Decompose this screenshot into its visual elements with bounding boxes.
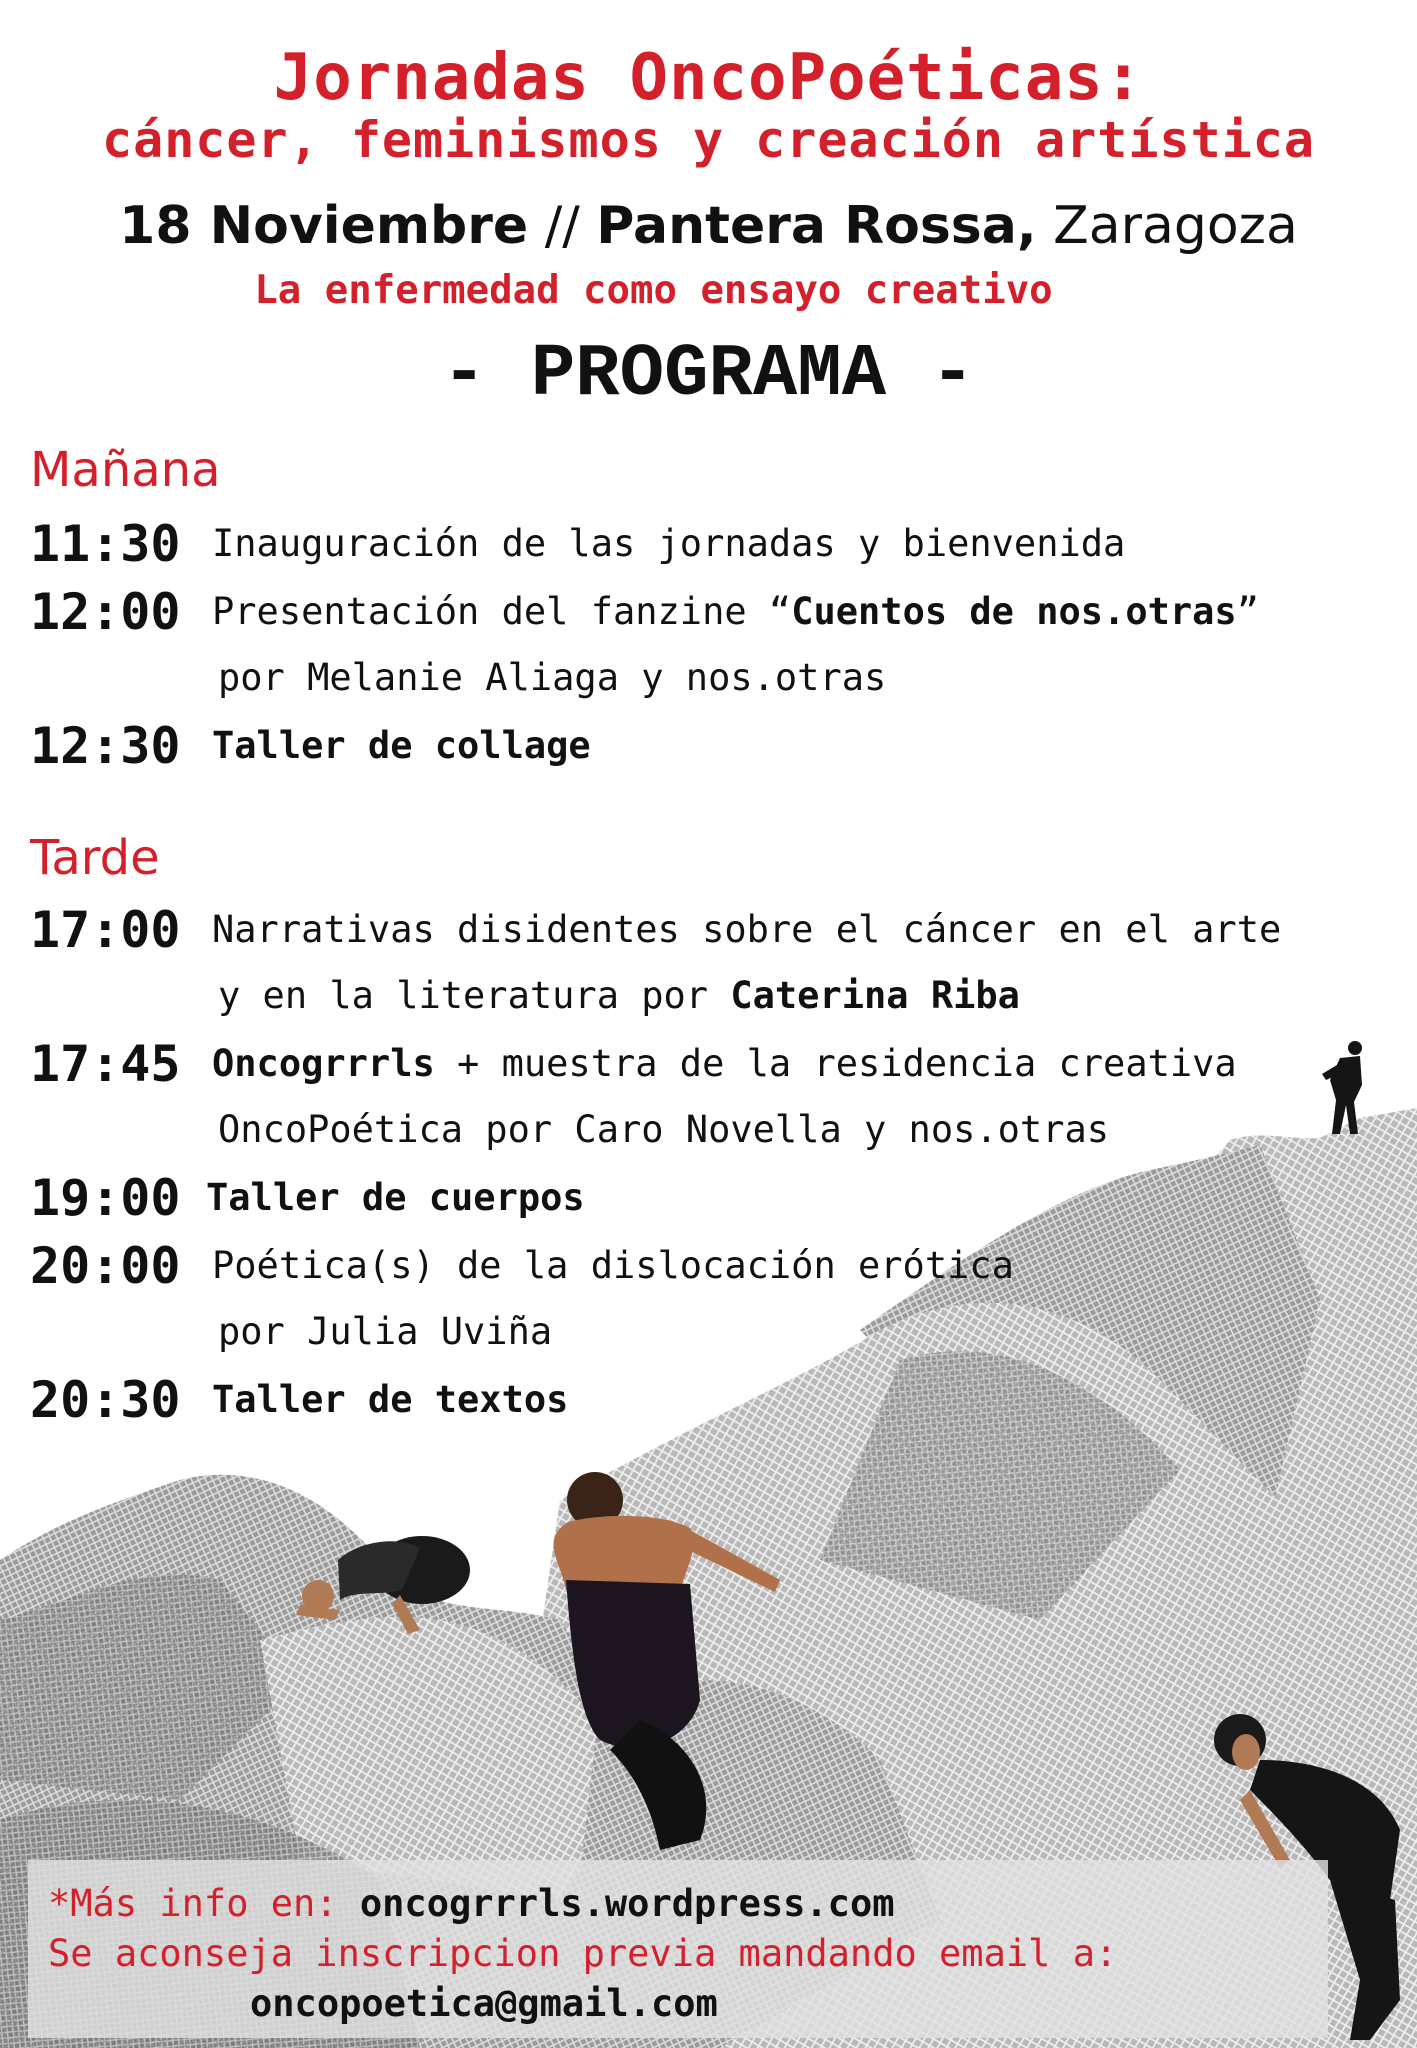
program-description: Inauguración de las jornadas y bienvenida (212, 522, 1126, 565)
program-time: 12:30 (30, 717, 181, 775)
program-time: 17:00 (30, 901, 181, 959)
website-link[interactable]: oncogrrrls.wordpress.com (359, 1882, 895, 1925)
program-description-line2: y en la literatura por Caterina Riba (218, 974, 1020, 1017)
programa-heading: - PROGRAMA - (442, 333, 975, 417)
afternoon-heading: Tarde (30, 830, 160, 886)
event-title: Jornadas OncoPoéticas: (273, 41, 1144, 115)
more-info-line (48, 1880, 895, 1928)
program-description: Oncogrrrls + muestra de la residencia creativa (212, 1042, 1237, 1085)
event-tagline: La enfermedad como ensayo creativo (254, 268, 1053, 313)
date-venue-separator: // (544, 196, 580, 256)
program-description-line2: OncoPoética por Caro Novella y nos.otras (218, 1108, 1110, 1151)
program-description-line2: por Melanie Aliaga y nos.otras (218, 656, 887, 699)
more-info-label: *Más info en: (48, 1882, 338, 1925)
program-time: 17:45 (30, 1035, 181, 1093)
fanzine-title: Cuentos de nos.otras (791, 590, 1237, 633)
event-city: Zaragoza (1053, 196, 1298, 256)
contact-email-link[interactable]: oncopoetica@gmail.com (250, 1982, 718, 2025)
program-description-line2: por Julia Uviña (218, 1310, 553, 1353)
program-description: Poética(s) de la dislocación erótica (212, 1244, 1014, 1287)
event-subtitle-themes: cáncer, feminismos y creación artística (102, 111, 1315, 169)
program-time: 20:30 (30, 1371, 181, 1429)
event-date: 18 Noviembre (119, 196, 529, 256)
program-description: Taller de collage (212, 724, 591, 767)
program-description: Presentación del fanzine “Cuentos de nos.otras” (212, 590, 1259, 633)
program-description: Taller de textos (212, 1378, 569, 1421)
program-description: Taller de cuerpos (206, 1176, 585, 1219)
morning-heading: Mañana (30, 442, 221, 498)
program-time: 11:30 (30, 515, 181, 573)
event-date-venue (0, 192, 1417, 260)
registration-advice: Se aconseja inscripcion previa mandando email a: (48, 1932, 1118, 1975)
program-time: 12:00 (30, 583, 181, 641)
speaker-name: Caterina Riba (730, 974, 1020, 1017)
dancer-figure-ridge (1322, 1041, 1362, 1134)
program-time: 19:00 (30, 1169, 181, 1227)
info-footer (28, 1860, 1328, 2038)
event-venue: Pantera Rossa, (596, 196, 1037, 256)
program-time: 20:00 (30, 1237, 181, 1295)
program-description: Narrativas disidentes sobre el cáncer en el arte (212, 908, 1282, 951)
